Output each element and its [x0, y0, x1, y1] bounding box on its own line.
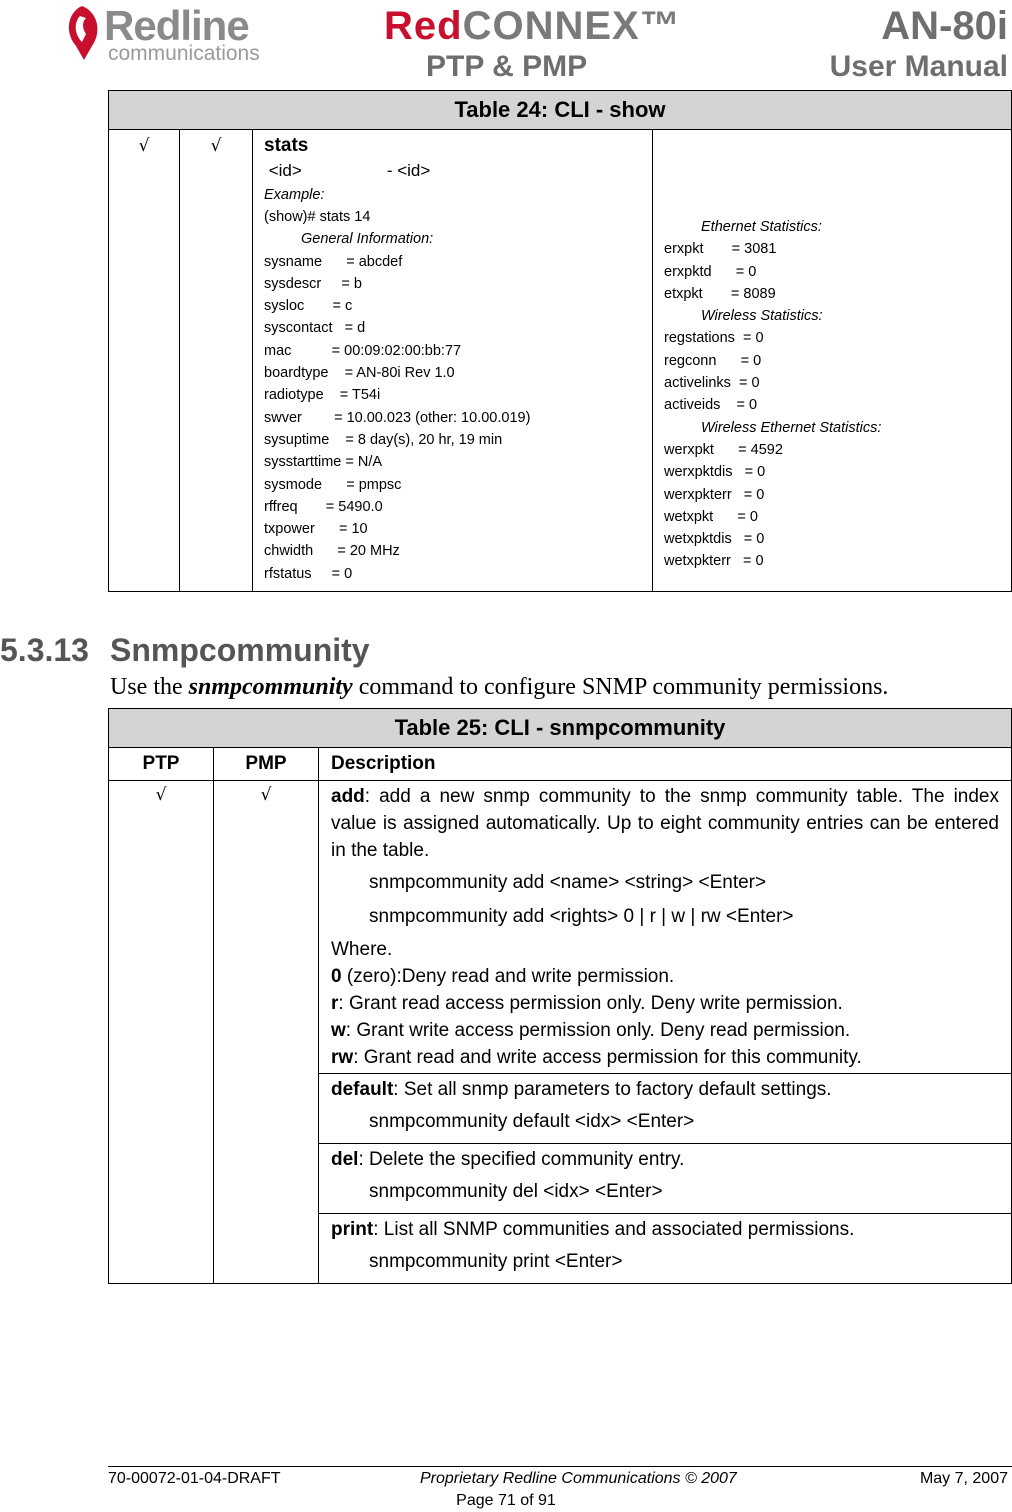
- where-label: Where.: [331, 939, 393, 960]
- product-brand: [384, 4, 681, 48]
- output-line: erxpkt = 3081: [664, 241, 777, 258]
- output-line: (show)# stats 14: [264, 209, 371, 225]
- output-line: sysloc = c: [264, 298, 353, 315]
- pmp-check: √: [214, 781, 319, 1284]
- redline-logo-mark-icon: [62, 2, 106, 64]
- pmp-check: √: [180, 130, 253, 592]
- output-line: rffreq = 5490.0: [264, 498, 383, 515]
- header-subtitle-right: User Manual: [829, 50, 1008, 83]
- output-line: sysuptime = 8 day(s), 20 hr, 19 min: [264, 431, 503, 448]
- column-header-ptp: PTP: [109, 748, 214, 781]
- option-text: : Grant read access permission only. Deny write permission.: [338, 993, 843, 1014]
- section-number: 5.3.13: [0, 632, 89, 668]
- section-title: Snmpcommunity: [110, 632, 370, 668]
- column-header-pmp: PMP: [214, 748, 319, 781]
- command-description: : add a new snmp community to the snmp community table. The index value is assigned automatically. Up to eight community entries can be entered in the table.: [331, 786, 999, 861]
- add-description: [319, 781, 1012, 1074]
- output-heading: General Information:: [301, 231, 434, 248]
- page-header: [0, 0, 1012, 90]
- option-key: r: [331, 993, 339, 1014]
- footer-doc-id: 70-00072-01-04-DRAFT: [108, 1470, 281, 1487]
- section-intro: [110, 674, 888, 701]
- command-description: : Delete the specified community entry.: [358, 1149, 685, 1170]
- output-line: wetxpktdis = 0: [664, 531, 765, 548]
- output-line: regconn = 0: [664, 352, 762, 369]
- output-line: wetxpkterr = 0: [664, 553, 764, 570]
- ptp-check: √: [109, 130, 180, 592]
- option-text: : Grant write access permission only. Deny read permission.: [345, 1020, 851, 1041]
- command-syntax: snmpcommunity add <rights> 0 | r | w | rw <Enter>: [369, 906, 794, 927]
- command-name: default: [331, 1079, 394, 1100]
- footer-rule: [108, 1466, 1012, 1467]
- output-line: activeids = 0: [664, 397, 758, 414]
- output-heading: Ethernet Statistics:: [701, 219, 822, 235]
- output-line: sysmode = pmpsc: [264, 476, 402, 493]
- command-name: print: [331, 1219, 374, 1240]
- option-rw: [331, 1044, 999, 1071]
- brand-tm: ™: [639, 4, 681, 48]
- output-line: sysdescr = b: [264, 275, 362, 292]
- brand-red: Red: [384, 4, 463, 48]
- output-line: sysstarttime = N/A: [264, 454, 383, 471]
- table-cli-show: [108, 90, 1012, 592]
- option-key: rw: [331, 1047, 354, 1068]
- stats-output-cell: [653, 130, 1012, 592]
- output-line: sysname = abcdef: [264, 253, 403, 270]
- output-line: etxpkt = 8089: [664, 285, 776, 302]
- table-caption: Table 24: CLI - show: [109, 91, 1012, 130]
- command-syntax: snmpcommunity default <idx> <Enter>: [369, 1111, 695, 1132]
- command-params: <id> - <id>: [264, 161, 431, 180]
- redline-logo: [62, 2, 282, 64]
- del-description: [319, 1144, 1012, 1214]
- output-line: activelinks = 0: [664, 375, 760, 392]
- ptp-check: √: [109, 781, 214, 1284]
- intro-command: snmpcommunity: [188, 674, 353, 700]
- output-line: werxpkterr = 0: [664, 486, 765, 503]
- example-output-right: [664, 216, 1011, 573]
- output-heading: Wireless Statistics:: [701, 308, 823, 325]
- output-line: wetxpkt = 0: [664, 508, 758, 525]
- column-header-description: Description: [319, 748, 1012, 781]
- table-caption: Table 25: CLI - snmpcommunity: [109, 709, 1012, 748]
- output-line: regstations = 0: [664, 330, 764, 347]
- command-name: del: [331, 1149, 359, 1170]
- option-key: 0: [331, 966, 342, 987]
- output-line: mac = 00:09:02:00:bb:77: [264, 342, 462, 359]
- example-label: Example:: [264, 187, 325, 203]
- command-name: stats: [264, 135, 309, 156]
- output-line: txpower = 10: [264, 521, 368, 538]
- command-syntax: snmpcommunity print <Enter>: [369, 1251, 623, 1272]
- output-line: werxpktdis = 0: [664, 464, 766, 481]
- output-line: swver = 10.00.023 (other: 10.00.019): [264, 409, 531, 426]
- output-line: boardtype = AN-80i Rev 1.0: [264, 365, 455, 382]
- output-line: erxpktd = 0: [664, 263, 757, 280]
- intro-text: Use the: [110, 674, 189, 700]
- output-line: rfstatus = 0: [264, 565, 353, 582]
- command-description: : List all SNMP communities and associated permissions.: [373, 1219, 855, 1240]
- print-description: [319, 1214, 1012, 1284]
- output-line: chwidth = 20 MHz: [264, 543, 400, 560]
- option-text: : Grant read and write access permission for this community.: [353, 1047, 862, 1068]
- default-description: [319, 1074, 1012, 1144]
- option-text: (zero):Deny read and write permission.: [341, 966, 675, 987]
- footer-proprietary: Proprietary Redline Communications © 2007: [420, 1470, 737, 1487]
- output-line: werxpkt = 4592: [664, 441, 783, 458]
- output-line: radiotype = T54i: [264, 387, 381, 404]
- option-r: [331, 990, 999, 1017]
- option-key: w: [331, 1020, 346, 1041]
- logo-wordmark: Redline: [104, 2, 249, 49]
- example-output-left: [264, 206, 652, 585]
- command-description: : Set all snmp parameters to factory default settings.: [393, 1079, 832, 1100]
- footer-page-number: Page 71 of 91: [456, 1492, 556, 1509]
- header-subtitle-left: PTP & PMP: [426, 50, 588, 83]
- command-name: add: [331, 786, 365, 807]
- product-model: AN-80i: [881, 4, 1008, 48]
- output-line: syscontact = d: [264, 320, 366, 337]
- output-heading: Wireless Ethernet Statistics:: [701, 419, 882, 436]
- option-w: [331, 1017, 999, 1044]
- intro-text: command to configure SNMP community permissions.: [352, 674, 889, 700]
- option-0: [331, 963, 999, 990]
- footer-date: May 7, 2007: [919, 1470, 1008, 1487]
- logo-subtitle: communications: [108, 42, 260, 65]
- command-syntax: snmpcommunity del <idx> <Enter>: [369, 1181, 663, 1202]
- stats-command-cell: [253, 130, 653, 592]
- brand-grey: CONNEX: [462, 4, 640, 48]
- command-syntax: snmpcommunity add <name> <string> <Enter>: [369, 872, 767, 893]
- table-cli-snmpcommunity: [108, 708, 1012, 1284]
